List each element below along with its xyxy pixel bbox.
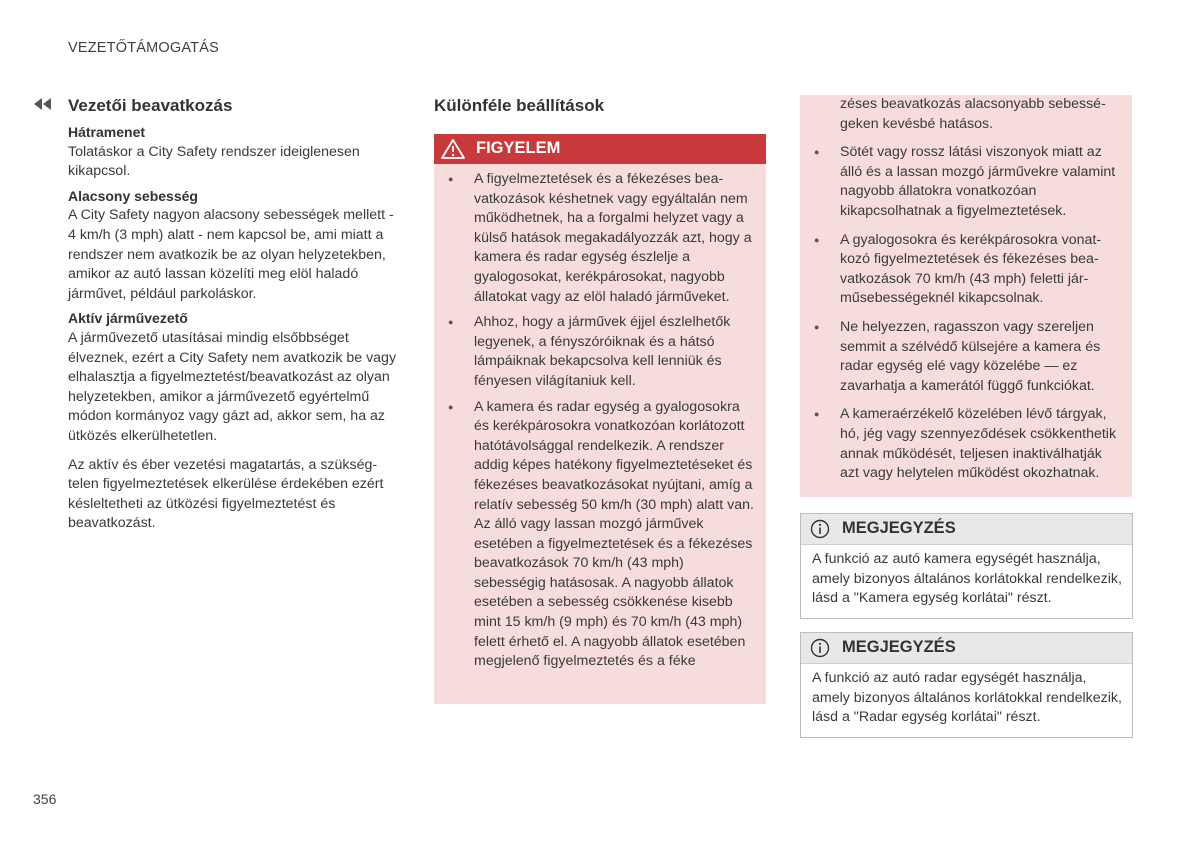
list-item: ● Sötét vagy rossz látási viszonyok miatt az álló és a lassan mozgó járművekre valamint nagyobb állatokra vonatkozóan kikapcsolhatnak a figyelmeztetések.	[800, 143, 1132, 221]
column-misc-settings	[434, 95, 767, 123]
column-driver-intervention	[68, 95, 403, 539]
note-label: MEGJEGYZÉS	[842, 638, 956, 657]
subsection-heading: Aktív járművezető	[68, 310, 188, 327]
subsection-text: A City Safety nagyon alacsony sebességek mellett - 4 km/h (3 mph) alatt - nem kapcsol be, ami miatt a rendszer nem avatkozik be az olyan helyzetekben, amikor az autó lassan közelíti meg elöl haladó járművet, például parkoláskor.	[68, 207, 394, 302]
info-circle-icon	[810, 519, 830, 539]
double-left-arrow-icon[interactable]	[33, 97, 53, 111]
subsection-text: Tolatáskor a City Safety rendszer ideiglenesen kikapcsol.	[68, 143, 360, 180]
warning-list	[434, 170, 766, 672]
section-title: Vezetői beavatkozás	[68, 96, 233, 115]
warning-header	[434, 134, 766, 164]
list-item: ● Ne helyezzen, ragasszon vagy szereljen semmit a szélvédő külsejére a kamera és radar egység elé vagy közelébe — ez zavarhatja a kamerától függő funkciókat.	[800, 318, 1132, 396]
list-item: ● A kamera és radar egység a gyalogosokra és kerékpárosokra vonatkozóan korlátozott hatótávolsággal rendelkezik. A rendszer addig képes hatékony figyelmeztetéseket és fékezéses beavatkozásokat nyújtani, amíg a relatív sebesség 50 km/h (30 mph) alatt van. Az álló vagy lassan mozgó járművek esetében a figyelmeztetések és a fékezéses beavatkozások 70 km/h (43 mph) sebességig hatásosak. A nagyobb állatok esetében a sebesség csökkenése kisebb mint 15 km/h (9 mph) és 70 km/h (43 mph) felett érhető el. A nagyobb állatok esetében megjelenő figyelmeztetés és a féke	[434, 398, 766, 672]
list-item: ● A gyalogosokra és kerékpárosokra vonatkozó figyelmeztetések és fékezéses beavatkozások 70 km/h (43 mph) feletti járműsebességeknél kikapcsolnak.	[800, 231, 1132, 309]
note-header	[801, 514, 1132, 545]
subsection-heading: Hátramenet	[68, 124, 146, 140]
warning-list	[800, 143, 1132, 484]
warning-triangle-icon	[440, 138, 466, 160]
list-item: ● A kameraérzékelő közelében lévő tárgyak, hó, jég vagy szennyeződések csökkenthetik annak működését, teljesen inaktiválhatják azt vagy helytelen működést okozhatnak.	[800, 405, 1132, 483]
note-label: MEGJEGYZÉS	[842, 519, 956, 538]
note-text: A funkció az autó kamera egységét használja, amely bizonyos általános korlátokkal rendelkezik, lásd a "Kamera egység korlátai" részt.	[812, 551, 1122, 607]
page-header-section: VEZETŐTÁMOGATÁS	[68, 40, 219, 56]
subsection-heading: Alacsony sebesség	[68, 187, 198, 204]
note-box-radar	[800, 632, 1133, 738]
note-text: A funkció az autó radar egységét használja, amely bizonyos általános korlátokkal rendelkezik, lásd a "Radar egység korlátai" részt.	[812, 670, 1122, 726]
warning-label: FIGYELEM	[476, 139, 561, 158]
body-paragraph: Az aktív és éber vezetési magatartás, a szükségtelen figyelmeztetések elkerülése érdekében ezért késleltetheti az ütközési figyelmeztetést és beavatkozást.	[68, 456, 384, 532]
warning-box	[434, 134, 766, 704]
subsection-text: A járművezető utasításai mindig elsőbbséget élveznek, ezért a City Safety nem avatkozik be vagy elhalasztja a figyelmeztetést/beavatkozást az olyan helyzetekben, amikor a járművezető egyértelmű módon kormányoz vagy gázt ad, akkor sem, ha az ütközés elkerülhetetlen.	[68, 329, 397, 444]
note-header	[801, 633, 1132, 664]
note-box-camera	[800, 513, 1133, 619]
list-item: ● Ahhoz, hogy a járművek éjjel észlelhetők legyenek, a fényszóróiknak és a hátsó lámpáiknak bekapcsolva kell lenniük és fényesen világítaniuk kell.	[434, 313, 766, 391]
list-item: ● A figyelmeztetések és a fékezéses beavatkozások késhetnek vagy egyáltalán nem működhetnek, ha a forgalmi helyzet vagy a külső hatások megakadályozzák azt, hogy a kamera és radar egység észlelje a gyalogosokat, kerékpárosokat, nagyobb állatokat vagy az elöl haladó járműveket.	[434, 170, 766, 307]
page-number: 356	[33, 791, 57, 807]
warning-box-continued	[800, 95, 1132, 497]
section-title: Különféle beállítások	[434, 96, 605, 115]
warning-continuation: zéses beavatkozás alacsonyabb sebességeken kevésbé hatásos.	[840, 96, 1106, 132]
info-circle-icon	[810, 638, 830, 658]
